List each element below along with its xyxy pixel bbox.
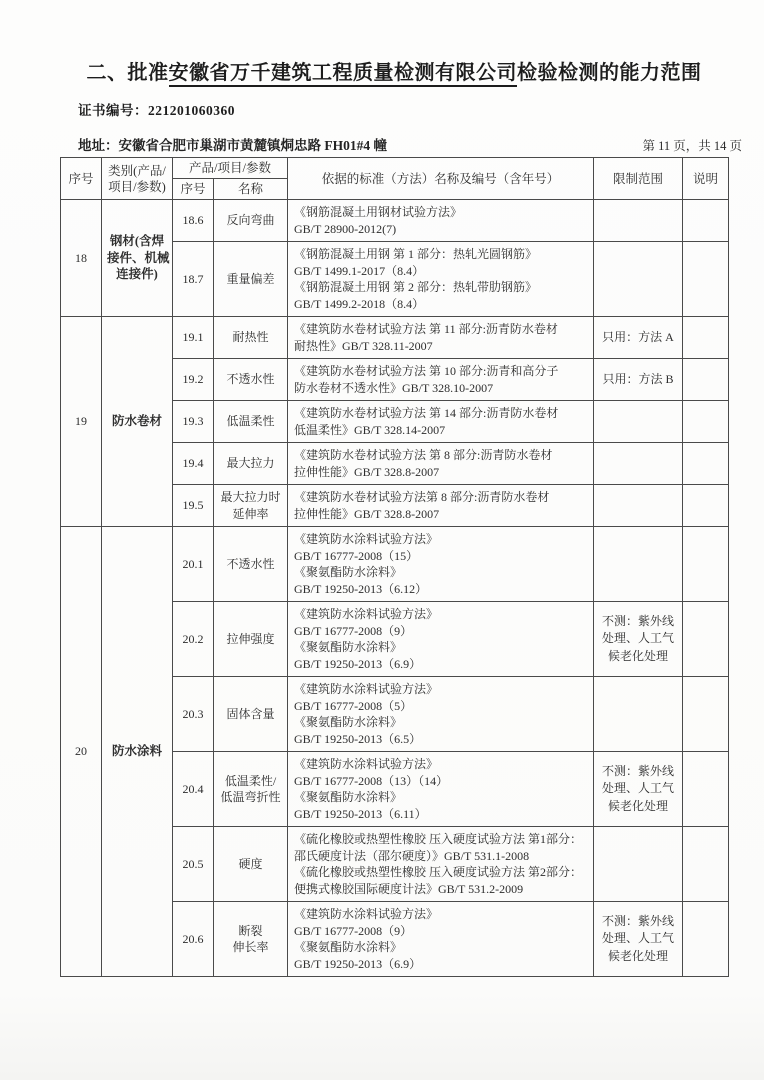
header-limit: 限制范围 [594, 158, 683, 200]
item-standard-line: GB/T 1499.1-2017（8.4） [294, 263, 425, 278]
item-no-line: 18.7 [182, 271, 204, 286]
item-limit [594, 602, 683, 677]
item-standard [288, 317, 594, 359]
item-limit [594, 752, 683, 827]
item-standard-line: 《建筑防水卷材试验方法 第 10 部分:沥青和高分子 [294, 364, 559, 378]
group-seq-line: 19 [75, 414, 87, 429]
group-seq-line: 20 [75, 744, 87, 759]
item-standard [288, 443, 594, 485]
item-no [173, 242, 214, 317]
table-row [61, 527, 729, 602]
item-limit-line: 处理、人工气 [602, 781, 675, 796]
item-standard-line: 《钢筋混凝土用钢 第 2 部分：热轧带肋钢筋》 [294, 280, 538, 294]
item-note [683, 485, 729, 527]
item-name [214, 752, 288, 827]
item-name-line: 重量偏差 [226, 271, 275, 286]
item-standard-line: 耐热性》GB/T 328.11-2007 [294, 338, 433, 353]
item-limit-line: 候老化处理 [608, 948, 669, 963]
item-standard [288, 677, 594, 752]
item-name [214, 443, 288, 485]
item-standard-line: GB/T 28900-2012(7) [294, 221, 397, 236]
item-name [214, 317, 288, 359]
group-category-line: 连接件) [116, 267, 158, 282]
group-seq [61, 200, 102, 317]
header-seq: 序号 [61, 158, 102, 200]
item-standard [288, 752, 594, 827]
group-seq [61, 317, 102, 527]
item-limit-line: 不测：紫外线 [602, 913, 675, 928]
item-note [683, 902, 729, 977]
item-standard-line: 邵氏硬度计法（邵尔硬度）》GB/T 531.1-2008 [294, 848, 530, 863]
item-standard-line: 《建筑防水涂料试验方法》 [294, 682, 439, 696]
item-standard-line: 低温柔性》GB/T 328.14-2007 [294, 422, 446, 437]
item-name-line: 耐热性 [232, 330, 269, 345]
item-no [173, 401, 214, 443]
item-note [683, 677, 729, 752]
item-name-line: 最大拉力 [226, 456, 275, 471]
address [78, 134, 387, 154]
group-category [102, 200, 173, 317]
header-product-seq: 序号 [173, 179, 214, 200]
table-row [61, 200, 729, 242]
item-no [173, 902, 214, 977]
group-seq-line: 18 [75, 250, 87, 265]
item-standard [288, 401, 594, 443]
header-product-group: 产品/项目/参数 [173, 158, 288, 179]
item-name-line: 断裂 [238, 923, 263, 938]
item-note [683, 602, 729, 677]
certificate-label: 证书编号： [78, 103, 148, 118]
item-no-line: 19.3 [182, 414, 204, 429]
title-prefix: 二、批准 [86, 62, 169, 84]
header-category: 类别(产品/项目/参数) [102, 158, 173, 200]
item-standard [288, 359, 594, 401]
item-no-line: 19.1 [182, 330, 204, 345]
item-name [214, 485, 288, 527]
item-standard-line: GB/T 19250-2013（6.11） [294, 806, 427, 821]
item-name-line: 低温柔性/ [224, 773, 277, 788]
item-no-line: 20.1 [182, 556, 204, 571]
item-limit [594, 677, 683, 752]
table-body [61, 200, 729, 977]
item-name-line: 硬度 [238, 856, 263, 871]
item-name [214, 242, 288, 317]
group-category-line: 防水卷材 [111, 414, 162, 429]
item-standard-line: 《建筑防水涂料试验方法》 [294, 607, 439, 621]
item-standard-line: 《聚氨酯防水涂料》 [294, 715, 403, 729]
item-note [683, 527, 729, 602]
item-limit [594, 359, 683, 401]
item-limit-line: 候老化处理 [608, 798, 669, 813]
item-standard-line: GB/T 16777-2008（15） [294, 548, 419, 563]
address-value: 安徽省合肥市巢湖市黄麓镇烔忠路 FH01#4 幢 [118, 138, 387, 153]
item-no-line: 19.5 [182, 498, 204, 513]
item-limit-line: 处理、人工气 [602, 631, 675, 646]
item-no-line: 19.2 [182, 372, 204, 387]
item-limit-line: 不测：紫外线 [602, 763, 675, 778]
item-note [683, 443, 729, 485]
item-name [214, 902, 288, 977]
item-note [683, 401, 729, 443]
title-suffix: 检验检测的能力范围 [517, 62, 702, 84]
item-standard [288, 200, 594, 242]
item-no-line: 20.2 [182, 631, 204, 646]
item-name-line: 不透水性 [226, 372, 275, 387]
capability-table [60, 157, 729, 977]
item-standard-line: 《钢筋混凝土用钢材试验方法》 [294, 205, 463, 219]
title-company-name: 安徽省万千建筑工程质量检测有限公司 [169, 62, 518, 87]
address-label: 地址： [78, 138, 119, 153]
item-standard-line: 防水卷材不透水性》GB/T 328.10-2007 [294, 380, 494, 395]
item-limit [594, 485, 683, 527]
item-standard-line: 拉伸性能》GB/T 328.8-2007 [294, 464, 440, 479]
item-no [173, 602, 214, 677]
item-no [173, 359, 214, 401]
item-standard-line: GB/T 19250-2013（6.9） [294, 956, 422, 971]
item-standard-line: GB/T 19250-2013（6.9） [294, 656, 422, 671]
table-row [61, 317, 729, 359]
item-name-line: 延伸率 [232, 506, 269, 521]
item-no [173, 752, 214, 827]
item-standard [288, 902, 594, 977]
item-limit [594, 242, 683, 317]
item-name-line: 反向弯曲 [226, 213, 275, 228]
item-standard-line: 《聚氨酯防水涂料》 [294, 565, 403, 579]
item-name [214, 827, 288, 902]
page-number: 第 11 页，共 14 页 [642, 139, 742, 153]
item-no [173, 200, 214, 242]
item-no-line: 20.3 [182, 706, 204, 721]
item-standard-line: GB/T 16777-2008（13）（14） [294, 773, 449, 788]
item-name-line: 伸长率 [232, 940, 269, 954]
item-note [683, 200, 729, 242]
item-name-line: 拉伸强度 [226, 631, 275, 646]
item-name [214, 359, 288, 401]
item-limit [594, 317, 683, 359]
item-standard-line: GB/T 19250-2013（6.12） [294, 581, 428, 596]
item-name-line: 固体含量 [226, 706, 275, 721]
item-no [173, 443, 214, 485]
item-no-line: 20.5 [182, 856, 204, 871]
item-no-line: 18.6 [182, 213, 204, 228]
item-no [173, 677, 214, 752]
group-category-line: 钢材(含焊 [109, 234, 165, 249]
item-standard-line: GB/T 16777-2008（9） [294, 923, 413, 938]
certificate-number: 221201060360 [148, 103, 235, 118]
item-no-line: 19.4 [182, 456, 204, 471]
item-standard [288, 827, 594, 902]
item-note [683, 827, 729, 902]
item-limit [594, 902, 683, 977]
item-no [173, 527, 214, 602]
address-row [78, 134, 742, 154]
group-seq [61, 527, 102, 977]
item-limit [594, 200, 683, 242]
item-standard-line: 拉伸性能》GB/T 328.8-2007 [294, 506, 440, 521]
page-title [60, 56, 728, 85]
item-limit-line: 只用：方法 A [602, 329, 674, 344]
table-header [61, 158, 729, 200]
item-standard-line: 《聚氨酯防水涂料》 [294, 790, 403, 804]
item-standard-line: 《聚氨酯防水涂料》 [294, 640, 403, 654]
group-category [102, 527, 173, 977]
item-limit [594, 443, 683, 485]
item-standard [288, 485, 594, 527]
item-standard-line: GB/T 1499.2-2018（8.4） [294, 296, 425, 311]
item-standard-line: GB/T 19250-2013（6.5） [294, 731, 422, 746]
item-standard-line: 《建筑防水卷材试验方法第 8 部分:沥青防水卷材 [294, 490, 550, 504]
item-no [173, 827, 214, 902]
item-standard [288, 527, 594, 602]
item-limit-line: 不测：紫外线 [602, 613, 675, 628]
item-note [683, 242, 729, 317]
item-limit [594, 401, 683, 443]
item-name [214, 401, 288, 443]
item-limit-line: 处理、人工气 [602, 931, 675, 946]
item-standard-line: 《聚氨酯防水涂料》 [294, 940, 403, 954]
header-product-name: 名称 [214, 179, 288, 200]
group-category-line: 接件、机械 [107, 250, 170, 265]
item-no-line: 20.6 [182, 931, 204, 946]
item-no [173, 317, 214, 359]
certificate-number-line [78, 99, 728, 119]
item-standard-line: GB/T 16777-2008（5） [294, 698, 413, 713]
item-name-line: 最大拉力时 [220, 490, 281, 504]
item-name-line: 不透水性 [226, 556, 275, 571]
item-standard-line: 《建筑防水卷材试验方法 第 14 部分:沥青防水卷材 [294, 406, 559, 420]
item-standard-line: 便携式橡胶国际硬度计法》GB/T 531.2-2009 [294, 881, 524, 896]
item-standard-line: 《建筑防水卷材试验方法 第 11 部分:沥青防水卷材 [294, 322, 558, 336]
item-name [214, 677, 288, 752]
item-standard-line: 《硫化橡胶或热塑性橡胶 压入硬度试验方法 第2部分： [294, 865, 583, 879]
item-name [214, 602, 288, 677]
item-standard-line: 《钢筋混凝土用钢 第 1 部分：热轧光圆钢筋》 [294, 247, 538, 261]
item-standard [288, 602, 594, 677]
item-note [683, 317, 729, 359]
item-standard-line: 《硫化橡胶或热塑性橡胶 压入硬度试验方法 第1部分： [294, 832, 583, 846]
item-no-line: 20.4 [182, 781, 204, 796]
item-name [214, 200, 288, 242]
item-limit-line: 只用：方法 B [602, 371, 674, 386]
item-standard-line: 《建筑防水涂料试验方法》 [294, 757, 439, 771]
item-limit [594, 827, 683, 902]
group-category-line: 防水涂料 [111, 744, 162, 759]
item-standard [288, 242, 594, 317]
item-name [214, 527, 288, 602]
header-note: 说明 [683, 158, 729, 200]
item-name-line: 低温弯折性 [220, 790, 281, 804]
header-standard: 依据的标准（方法）名称及编号（含年号） [288, 158, 594, 200]
item-name-line: 低温柔性 [226, 414, 275, 429]
item-no [173, 485, 214, 527]
item-limit-line: 候老化处理 [608, 648, 669, 663]
group-category [102, 317, 173, 527]
item-standard-line: 《建筑防水涂料试验方法》 [294, 532, 439, 546]
item-limit [594, 527, 683, 602]
item-note [683, 752, 729, 827]
item-standard-line: 《建筑防水涂料试验方法》 [294, 907, 439, 921]
item-note [683, 359, 729, 401]
item-standard-line: 《建筑防水卷材试验方法 第 8 部分:沥青防水卷材 [294, 448, 553, 462]
item-standard-line: GB/T 16777-2008（9） [294, 623, 413, 638]
